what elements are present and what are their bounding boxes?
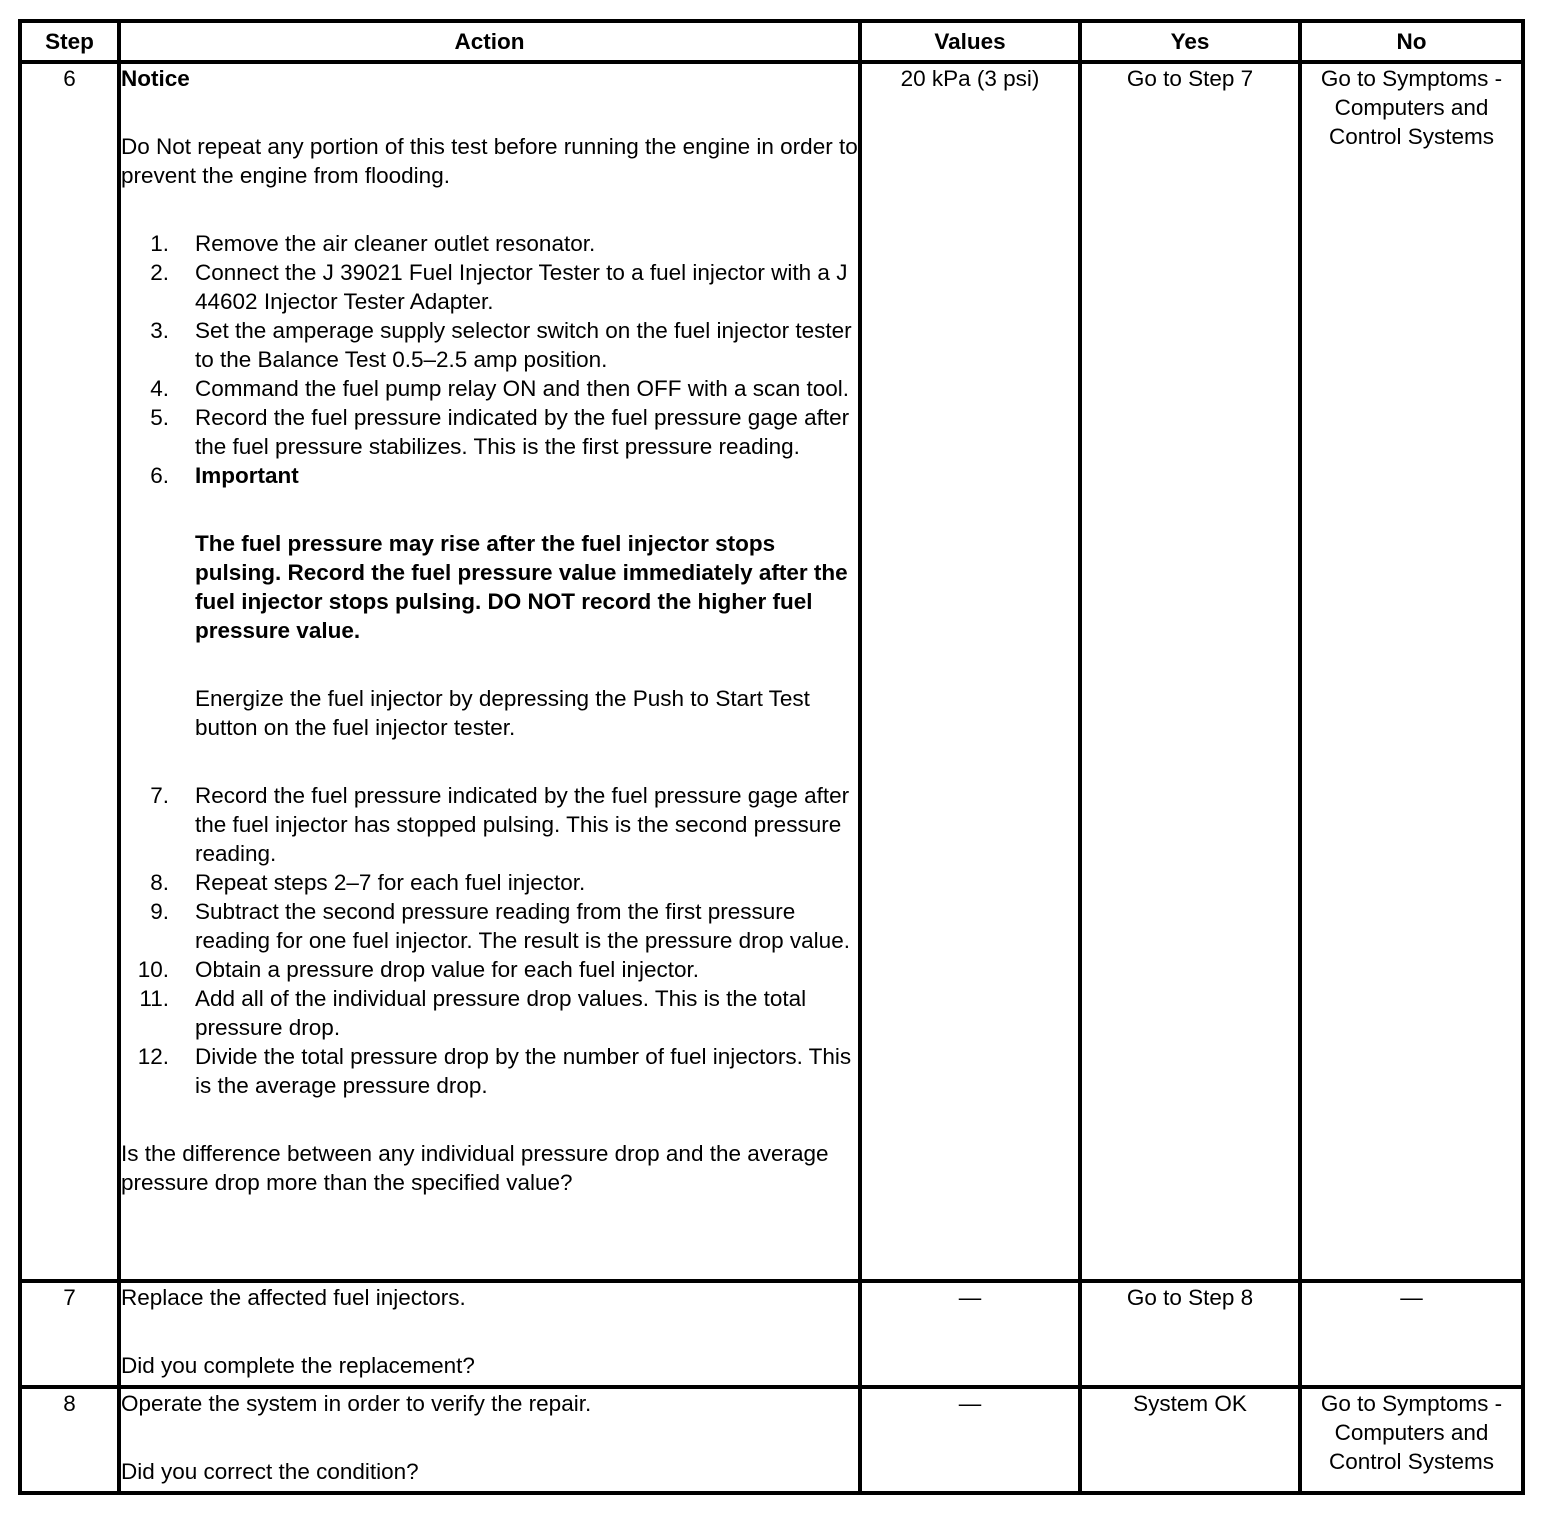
notice-text: Do Not repeat any portion of this test before running the engine in order to prevent the engine from flooding. [121, 134, 858, 188]
list-item [121, 316, 858, 374]
list-item-number: 10. [137, 957, 169, 982]
action-text: Replace the affected fuel injectors. [121, 1285, 466, 1310]
list-item-text: Repeat steps 2–7 for each fuel injector. [195, 870, 586, 895]
list-item-content [195, 461, 858, 781]
list-item [121, 461, 858, 781]
list-item [121, 781, 858, 868]
list-item-text: Set the amperage supply selector switch on the fuel injector tester to the Balance Test 0.5–2.5 amp position. [195, 318, 852, 372]
action-text: Operate the system in order to verify the repair. [121, 1391, 592, 1416]
list-item-text: Command the fuel pump relay ON and then OFF with a scan tool. [195, 376, 850, 401]
list-item-text: Obtain a pressure drop value for each fuel injector. [195, 957, 700, 982]
list-item-number: 11. [139, 986, 169, 1011]
list-item-text: Connect the J 39021 Fuel Injector Tester to a fuel injector with a J 44602 Injector Tester Adapter. [195, 260, 848, 314]
values-cell: 20 kPa (3 psi) [860, 62, 1080, 1281]
question-text: Is the difference between any individual pressure drop and the average pressure drop more than the specified value? [121, 1141, 829, 1195]
notice-title: Notice [121, 66, 190, 91]
procedure-list [121, 229, 858, 1100]
header-no: No [1300, 21, 1523, 62]
list-item-text: Subtract the second pressure reading from the first pressure reading for one fuel injector. The result is the pressure drop value. [195, 899, 850, 953]
diagnostic-table [18, 19, 1525, 1495]
no-link[interactable]: Go to Symptoms - Computers and Control Systems [1300, 1387, 1523, 1493]
list-item-number: 8. [150, 870, 169, 895]
list-item-text: Divide the total pressure drop by the number of fuel injectors. This is the average pressure drop. [195, 1044, 852, 1098]
list-item [121, 374, 858, 403]
list-item [121, 897, 858, 955]
header-action: Action [119, 21, 860, 62]
question-text: Did you complete the replacement? [121, 1353, 475, 1378]
values-cell: — [860, 1387, 1080, 1493]
action-cell [119, 62, 860, 1281]
action-cell [119, 1281, 860, 1387]
list-item-number: 4. [150, 376, 169, 401]
list-item-text: Record the fuel pressure indicated by the fuel pressure gage after the fuel injector has stopped pulsing. This is the second pressure reading. [195, 783, 850, 866]
table-row-step-6 [20, 62, 1523, 1281]
values-cell: — [860, 1281, 1080, 1387]
step-number: 6 [20, 62, 119, 1281]
header-values: Values [860, 21, 1080, 62]
yes-link[interactable]: System OK [1080, 1387, 1300, 1493]
list-item [121, 1042, 858, 1100]
no-link[interactable]: Go to Symptoms - Computers and Control Systems [1300, 62, 1523, 1281]
yes-link[interactable]: Go to Step 7 [1080, 62, 1300, 1281]
list-item-number: 5. [150, 405, 169, 430]
list-item-number: 7. [150, 783, 169, 808]
important-text: The fuel pressure may rise after the fuel injector stops pulsing. Record the fuel pressure value immediately after the fuel injector stops pulsing. DO NOT record the higher fuel pressure value. [195, 531, 848, 643]
important-title: Important [195, 463, 299, 488]
question-text: Did you correct the condition? [121, 1459, 419, 1484]
table-row-step-8 [20, 1387, 1523, 1493]
list-item-number: 3. [150, 318, 169, 343]
no-cell: — [1300, 1281, 1523, 1387]
list-item [121, 868, 858, 897]
list-item [121, 403, 858, 461]
list-item [121, 955, 858, 984]
list-item-text: Remove the air cleaner outlet resonator. [195, 231, 596, 256]
list-item-text: Add all of the individual pressure drop values. This is the total pressure drop. [195, 986, 807, 1040]
list-item [121, 258, 858, 316]
list-item-text: Record the fuel pressure indicated by the fuel pressure gage after the fuel pressure stabilizes. This is the first pressure reading. [195, 405, 850, 459]
list-item [121, 984, 858, 1042]
step-number: 7 [20, 1281, 119, 1387]
action-cell [119, 1387, 860, 1493]
header-row [20, 21, 1523, 62]
step-number: 8 [20, 1387, 119, 1493]
list-item-number: 6. [150, 463, 169, 488]
list-item-text: Energize the fuel injector by depressing the Push to Start Test button on the fuel injector tester. [195, 686, 810, 740]
list-item-number: 12. [137, 1044, 169, 1069]
list-item-number: 1. [150, 231, 169, 256]
header-step: Step [20, 21, 119, 62]
header-yes: Yes [1080, 21, 1300, 62]
yes-link[interactable]: Go to Step 8 [1080, 1281, 1300, 1387]
list-item-number: 9. [150, 899, 169, 924]
list-item [121, 229, 858, 258]
table-row-step-7 [20, 1281, 1523, 1387]
list-item-number: 2. [150, 260, 169, 285]
